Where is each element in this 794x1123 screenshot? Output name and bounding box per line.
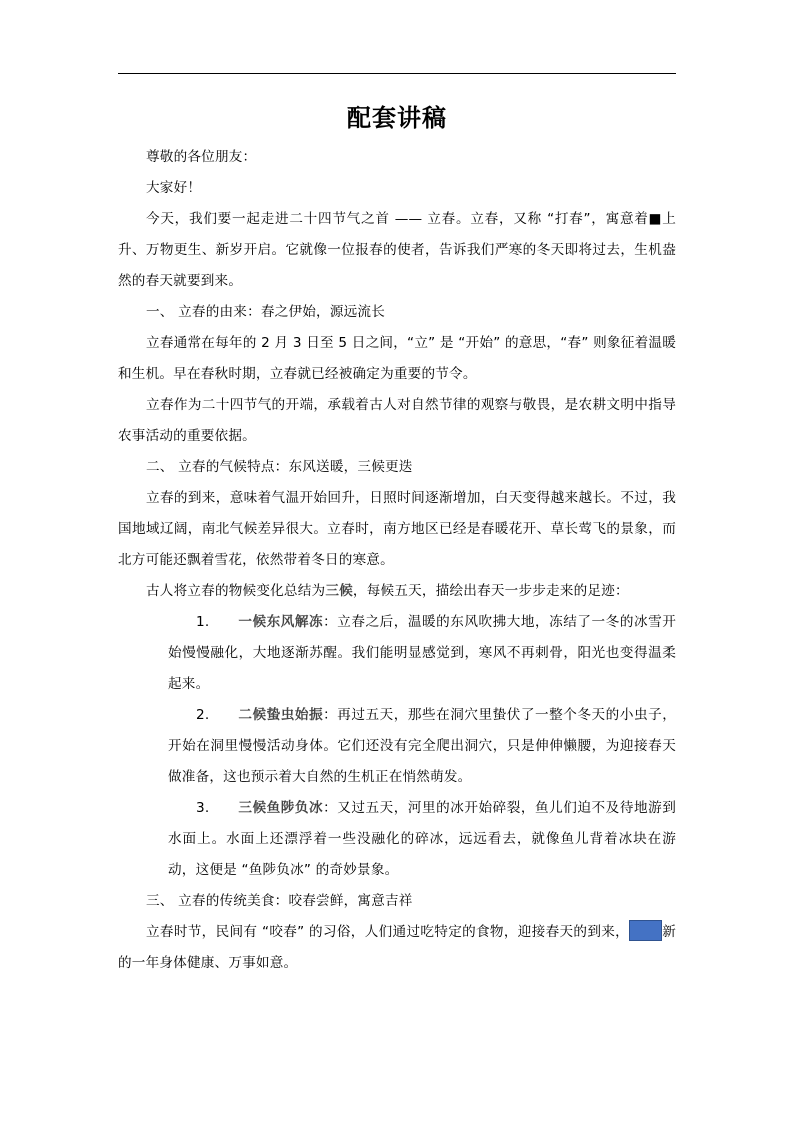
page-title: 配套讲稿	[347, 103, 447, 132]
list-term: 一候东风解冻	[238, 614, 324, 630]
paragraph-before-box: 立春时节，民间有 “咬春” 的习俗，人们通过吃特定的食物，迎接春天的到来，	[146, 924, 630, 940]
summary-highlight: 三候	[325, 583, 353, 599]
list-number: 3.	[196, 800, 210, 816]
list-number: 2.	[196, 707, 210, 723]
section-2-paragraph-1: 立春的到来，意味着气温开始回升，日照时间逐渐增加，白天变得越来越长。不过，我国地域辽阔，南北气候差异很大。立春时，南方地区已经是春暖花开、草长莺飞的景象，而北方可能还飘着雪花，依然带着冬日的寒意。	[118, 490, 676, 568]
section-heading-2: 二、 立春的气候特点：东风送暖，三候更迭	[146, 459, 413, 475]
paragraph-after-box: 新的一年身体健康、万事如意。	[118, 924, 677, 971]
section-2-summary	[118, 576, 676, 607]
list-text: ：立春之后，温暖的东风吹拂大地，冻结了一冬的冰雪开始慢慢融化，大地逐渐苏醒。我们能明显感觉到，寒风不再刺骨，阳光也变得温柔起来。	[168, 614, 676, 692]
list-term: 二候蛰虫始振	[238, 707, 324, 723]
list-number: 1.	[196, 614, 210, 630]
list-item-3	[118, 793, 676, 886]
list-term: 三候鱼陟负冰	[238, 800, 324, 816]
intro-paragraph: 今天，我们要一起走进二十四节气之首 —— 立春。立春，又称 “打春”，寓意着■上升、万物更生、新岁开启。它就像一位报春的使者，告诉我们严寒的冬天即将过去，生机盎然的春天就要到来。	[118, 211, 676, 289]
greeting: 大家好！	[146, 180, 202, 196]
salutation: 尊敬的各位朋友：	[146, 149, 257, 165]
summary-before: 古人将立春的物候变化总结为	[146, 583, 326, 599]
section-heading-1: 一、 立春的由来：春之伊始，源远流长	[146, 304, 386, 320]
section-1-paragraph-2: 立春作为二十四节气的开端，承载着古人对自然节律的观察与敬畏，是农耕文明中指导农事活动的重要依据。	[118, 397, 676, 444]
summary-after: ，每候五天，描绘出春天一步步走来的足迹：	[352, 583, 629, 599]
list-text: ：再过五天，那些在洞穴里蛰伏了一整个冬天的小虫子，开始在洞里慢慢活动身体。它们还没有完全爬出洞穴，只是伸伸懒腰，为迎接春天做准备，这也预示着大自然的生机正在悄然萌发。	[168, 707, 676, 785]
list-item-2	[118, 700, 676, 793]
section-3-paragraph	[118, 917, 676, 979]
section-heading-3: 三、 立春的传统美食：咬春尝鲜，寓意吉祥	[146, 893, 413, 909]
document-page	[118, 98, 676, 979]
section-1-paragraph-1: 立春通常在每年的 2 月 3 日至 5 日之间，“立” 是 “开始” 的意思，“春” 则象征着温暖和生机。早在春秋时期，立春就已经被确定为重要的节令。	[118, 335, 676, 382]
list-item-1	[118, 607, 676, 700]
header-rule	[118, 73, 676, 74]
list-text: ：又过五天，河里的冰开始碎裂，鱼儿们迫不及待地游到水面上。水面上还漂浮着一些没融化的碎冰，远远看去，就像鱼儿背着冰块在游动，这便是 “鱼陟负冰” 的奇妙景象。	[168, 800, 676, 878]
redaction-box	[629, 920, 662, 941]
